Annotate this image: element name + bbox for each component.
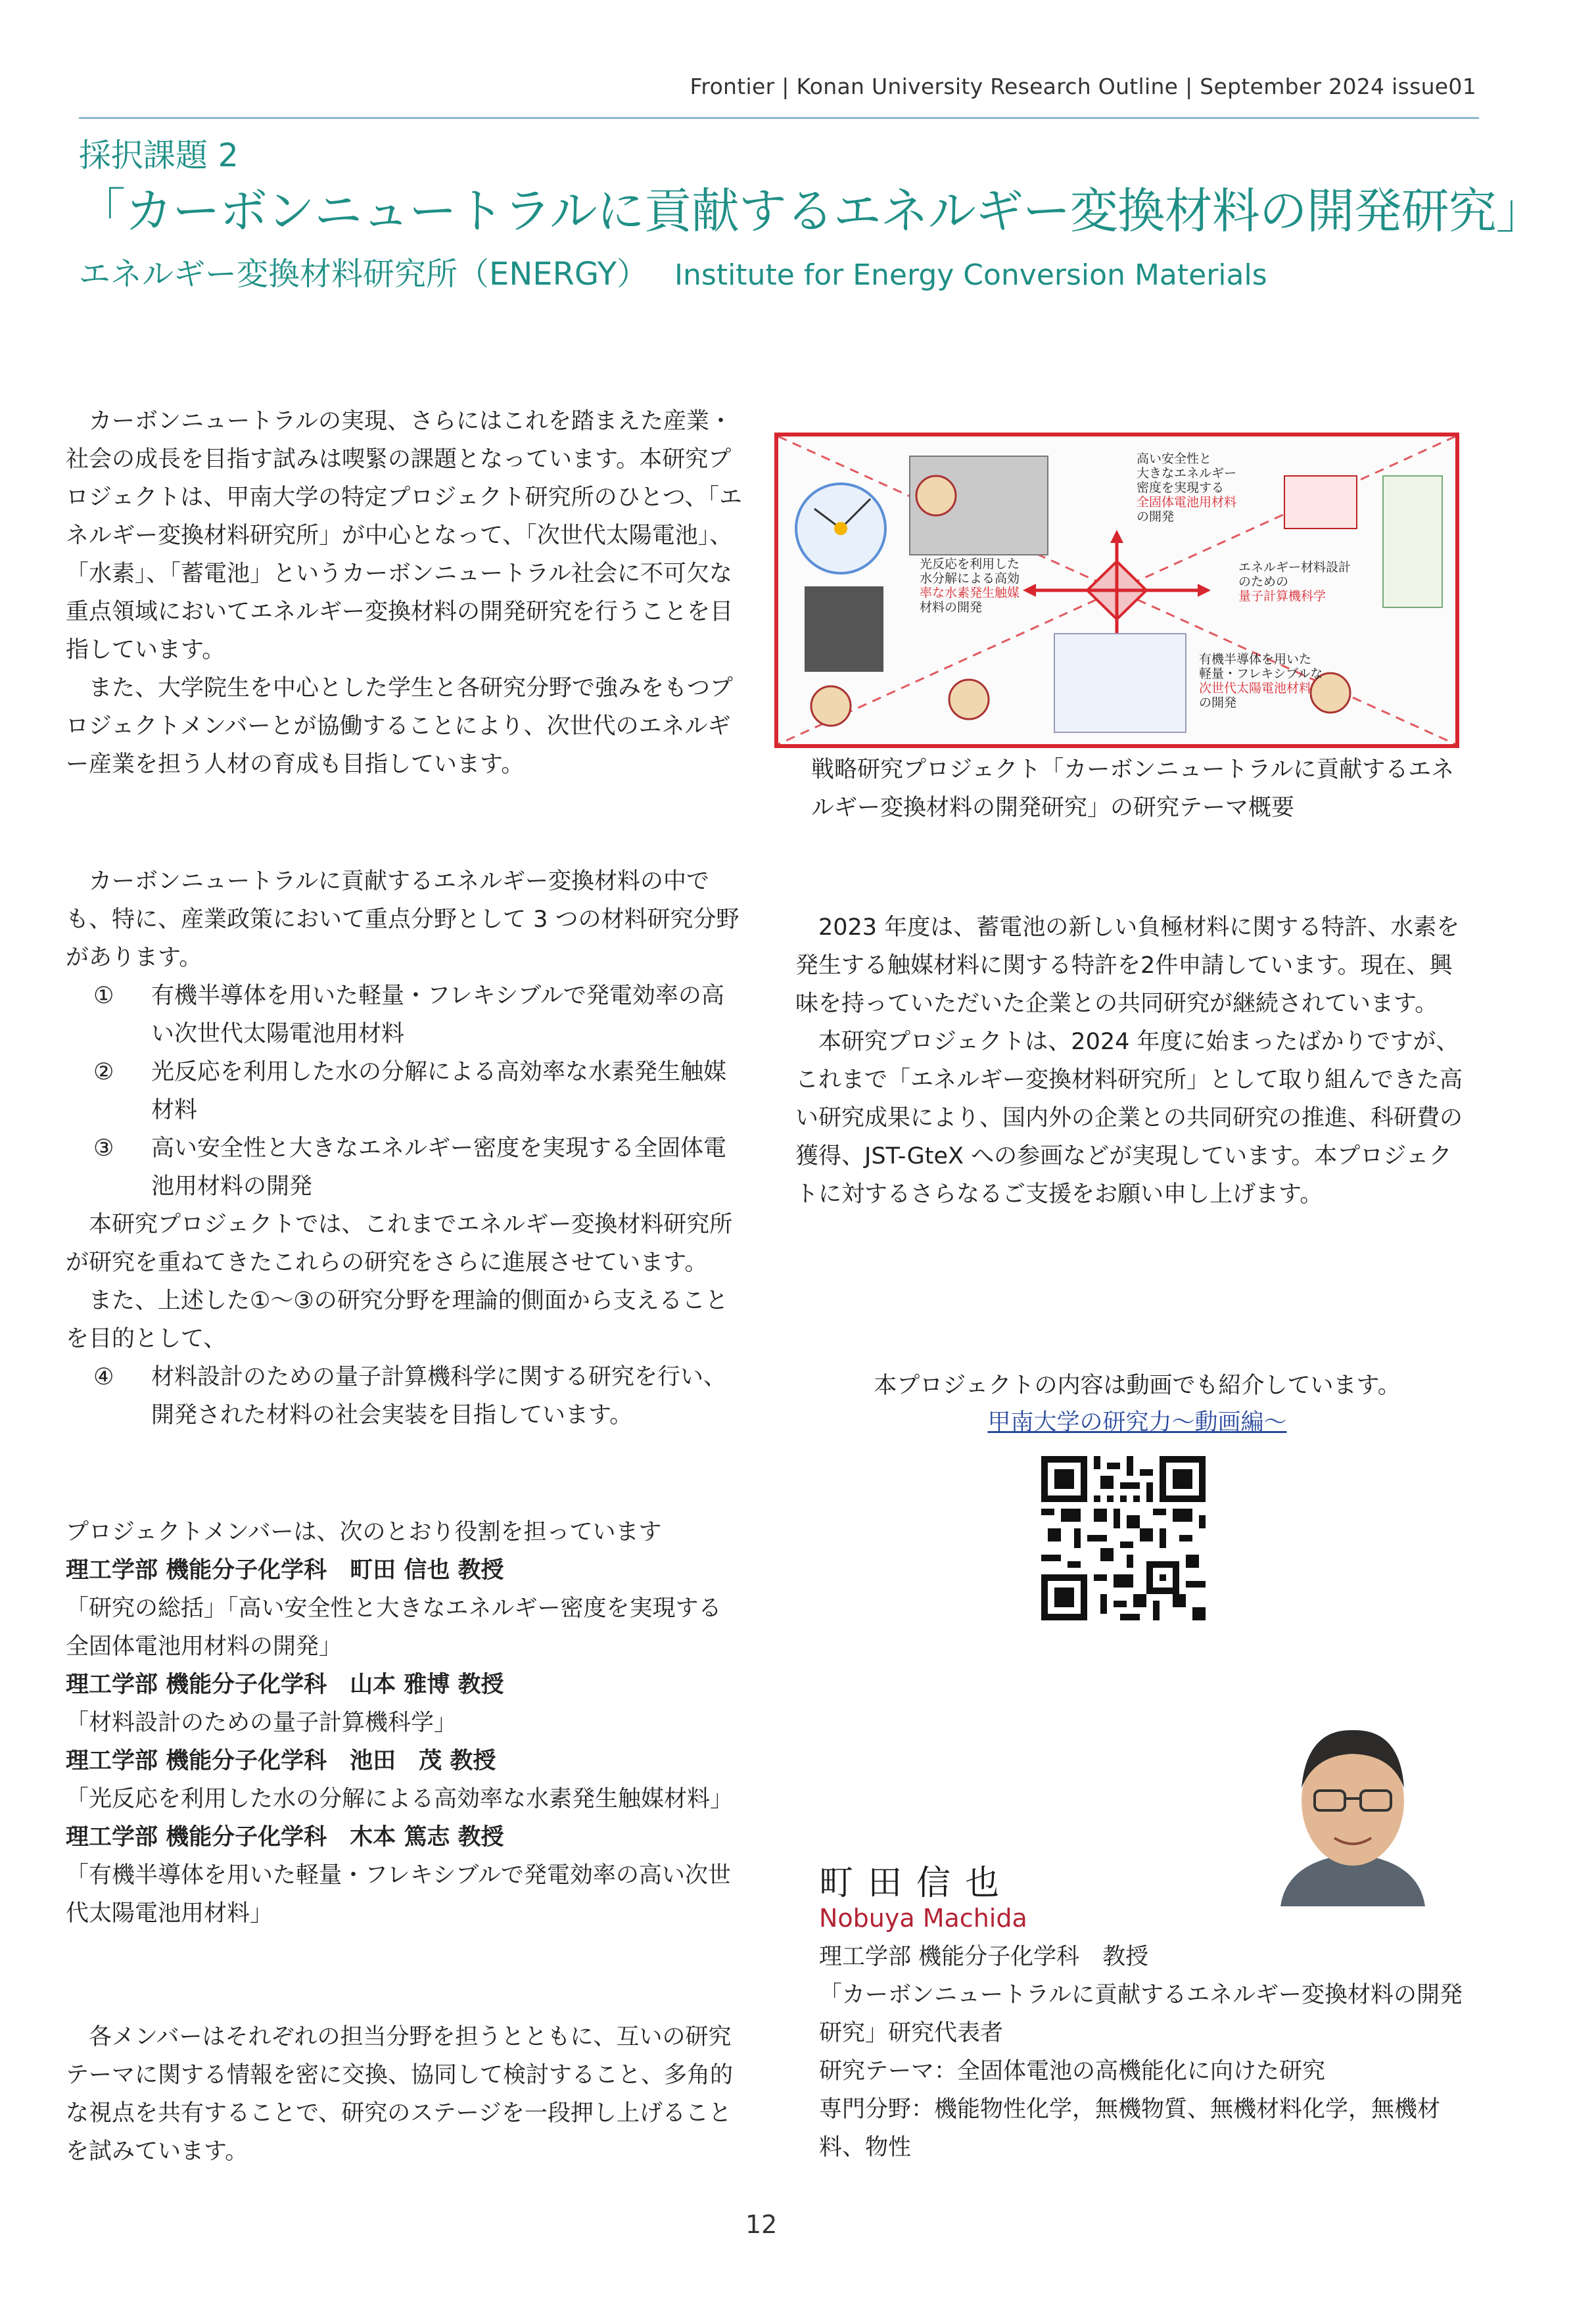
video-note xyxy=(848,1367,1426,1441)
area-item-2-num: ② xyxy=(93,1059,114,1085)
researcher-illustration xyxy=(1284,476,1357,529)
fig-label-battery-2: 大きなエネルギー xyxy=(1137,466,1237,481)
intro-section xyxy=(66,402,743,784)
profile-theme: 研究テーマ：全固体電池の高機能化に向けた研究 xyxy=(819,2058,1326,2084)
member-role-2: 「材料設計のための量子計算機科学」 xyxy=(66,1710,458,1736)
institute-name-ja: エネルギー変換材料研究所（ENERGY） xyxy=(79,256,649,293)
fig-label-hydrogen-1: 光反応を利用した xyxy=(920,557,1020,571)
area-item-1 xyxy=(66,977,743,1053)
fig-label-quantum-1: エネルギー材料設計 xyxy=(1238,560,1351,575)
intro-paragraph-2: また、大学院生を中心とした学生と各研究分野で強みをもつプロジェクトメンバーとが協働することにより、次世代のエネルギー産業を担う人材の育成も目指しています。 xyxy=(66,675,734,778)
fig-label-solar-4: の開発 xyxy=(1199,695,1237,710)
area-item-1-text: 有機半導体を用いた軽量・フレキシブルで発電効率の高い次世代太陽電池用材料 xyxy=(151,983,724,1047)
video-link[interactable]: 甲南大学の研究力～動画編～ xyxy=(987,1409,1287,1436)
members-intro: プロジェクトメンバーは、次のとおり役割を担っています xyxy=(66,1519,662,1545)
area-item-2-text: 光反応を利用した水の分解による高効率な水素発生触媒材料 xyxy=(151,1059,727,1123)
progress-paragraph-1: 2023 年度は、蓄電池の新しい負極材料に関する特許、水素を発生する触媒材料に関する特許を2件申請しています。現在、興味を持っていただいた企業との共同研究が継続されています。 xyxy=(795,914,1460,1017)
project-label: 採択課題 2 xyxy=(79,137,239,174)
video-note-text: 本プロジェクトの内容は動画でも紹介しています。 xyxy=(874,1373,1401,1399)
research-areas-section xyxy=(66,862,743,1434)
area-item-3 xyxy=(66,1129,743,1206)
areas-paragraph-after: 本研究プロジェクトでは、これまでエネルギー変換材料研究所が研究を重ねてきたこれらの研究をさらに進展させています。 xyxy=(66,1212,733,1276)
profile-name: 町田信也 xyxy=(819,1864,1014,1903)
fig-label-quantum-2: のための xyxy=(1238,575,1289,589)
center-arrows-icon xyxy=(1023,530,1211,651)
fig-label-quantum-3: 量子計算機科学 xyxy=(1238,589,1326,603)
member-role-1: 「研究の総括」「高い安全性と大きなエネルギー密度を実現する全固体電池用材料の開発」 xyxy=(66,1595,722,1660)
qr-code-icon[interactable] xyxy=(1041,1456,1206,1620)
fig-label-battery-5: の開発 xyxy=(1137,509,1175,524)
progress-paragraph-2: 本研究プロジェクトは、2024 年度に始まったばかりですが、これまで「エネルギー変換材料研究所」として取り組んできた高い研究成果により、国内外の企業との共同研究の推進、科研費の獲得、JST-GteX への参画などが実現しています。本プロジェクトに対するさらなるご支援をお願い申し上げます。 xyxy=(795,1029,1463,1208)
solar-cell-diagram xyxy=(1054,634,1186,732)
header-rule xyxy=(79,117,1479,119)
fig-label-hydrogen-2: 水分解による高効 xyxy=(920,571,1020,586)
area-item-4-text: 材料設計のための量子計算機科学に関する研究を行い、開発された材料の社会実装を目指しています。 xyxy=(151,1364,727,1428)
simulation-panel-image xyxy=(1383,476,1442,607)
member-role-3: 「光反応を利用した水の分解による高効率な水素発生触媒材料」 xyxy=(66,1786,734,1812)
member-name-2: 理工学部 機能分子化学科 山本 雅博 教授 xyxy=(66,1672,504,1698)
institute-name xyxy=(79,248,1267,294)
areas-intro: カーボンニュートラルに貢献するエネルギー変換材料の中でも、特に、産業政策において重点分野として 3 つの材料研究分野があります。 xyxy=(66,868,739,971)
members-closing: 各メンバーはそれぞれの担当分野を担うとともに、互いの研究テーマに関する情報を密に交換、協同して検討すること、多角的な視点を共有することで、研究のステージを一段押し上げることを試みています。 xyxy=(66,2024,734,2165)
intro-paragraph-1: カーボンニュートラルの実現、さらにはこれを踏まえた産業・社会の成長を目指す試みは喫緊の課題となっています。本研究プロジェクトは、甲南大学の特定プロジェクト研究所のひとつ、「エネルギー変換材料研究所」が中心となって、「次世代太陽電池」、「水素」、「蓄電池」というカーボンニュートラル社会に不可欠な重点領域においてエネルギー変換材料の開発研究を行うことを目指しています。 xyxy=(66,408,743,663)
progress-section xyxy=(795,908,1466,1213)
member-name-1: 理工学部 機能分子化学科 町田 信也 教授 xyxy=(66,1557,504,1584)
profile-photo xyxy=(1274,1709,1432,1906)
page-number: 12 xyxy=(745,2210,778,2239)
profile-details xyxy=(819,1938,1476,2167)
profile-affiliation: 理工学部 機能分子化学科 教授 xyxy=(819,1944,1149,1970)
page-title: 「カーボンニュートラルに貢献するエネルギー変換材料の開発研究」 xyxy=(78,183,1543,239)
area-item-1-num: ① xyxy=(93,983,114,1009)
running-head: Frontier | Konan University Research Outline | September 2024 issue01 xyxy=(690,74,1476,99)
research-overview-figure xyxy=(774,433,1459,748)
photocatalyst-diagram-icon xyxy=(796,484,885,573)
members-closing-section xyxy=(66,2018,743,2171)
profile-field: 専門分野：機能物性化学，無機物質、無機材料化学，無機材料、物性 xyxy=(819,2096,1441,2161)
catalyst-photo xyxy=(805,586,883,672)
member-role-4: 「有機半導体を用いた軽量・フレキシブルで発電効率の高い次世代太陽電池用材料」 xyxy=(66,1862,731,1927)
profile-name-roman: Nobuya Machida xyxy=(819,1904,1027,1933)
fig-label-solar-3: 次世代太陽電池材料 xyxy=(1199,681,1312,695)
fig-label-battery-3: 密度を実現する xyxy=(1137,481,1225,495)
profile-role: 「カーボンニュートラルに貢献するエネルギー変換材料の開発研究」研究代表者 xyxy=(819,1982,1463,2046)
fig-label-hydrogen-3: 率な水素発生触媒 xyxy=(920,586,1020,600)
fig-label-solar-2: 軽量・フレキシブルな xyxy=(1199,667,1323,681)
fig-label-hydrogen-4: 材料の開発 xyxy=(920,600,983,615)
fig-label-solar-1: 有機半導体を用いた xyxy=(1199,652,1312,667)
member-name-4: 理工学部 機能分子化学科 木本 篤志 教授 xyxy=(66,1824,504,1850)
areas-paragraph-theory: また、上述した①～③の研究分野を理論的側面から支えることを目的として、 xyxy=(66,1288,728,1352)
area-item-3-num: ③ xyxy=(93,1135,114,1162)
fig-label-battery-1: 高い安全性と xyxy=(1137,452,1212,466)
area-item-4-num: ④ xyxy=(93,1364,114,1390)
area-item-3-text: 高い安全性と大きなエネルギー密度を実現する全固体電池用材料の開発 xyxy=(151,1135,727,1200)
institute-name-en: Institute for Energy Conversion Materials xyxy=(674,258,1267,292)
figure-diagram xyxy=(778,436,1455,744)
area-item-4 xyxy=(66,1358,743,1434)
fig-label-battery-4: 全固体電池用材料 xyxy=(1137,495,1237,509)
member-name-3: 理工学部 機能分子化学科 池田 茂 教授 xyxy=(66,1748,496,1774)
members-section xyxy=(66,1513,743,1933)
area-item-2 xyxy=(66,1053,743,1129)
figure-caption: 戦略研究プロジェクト「カーボンニュートラルに貢献するエネルギー変換材料の開発研究」の研究テーマ概要 xyxy=(811,757,1455,821)
